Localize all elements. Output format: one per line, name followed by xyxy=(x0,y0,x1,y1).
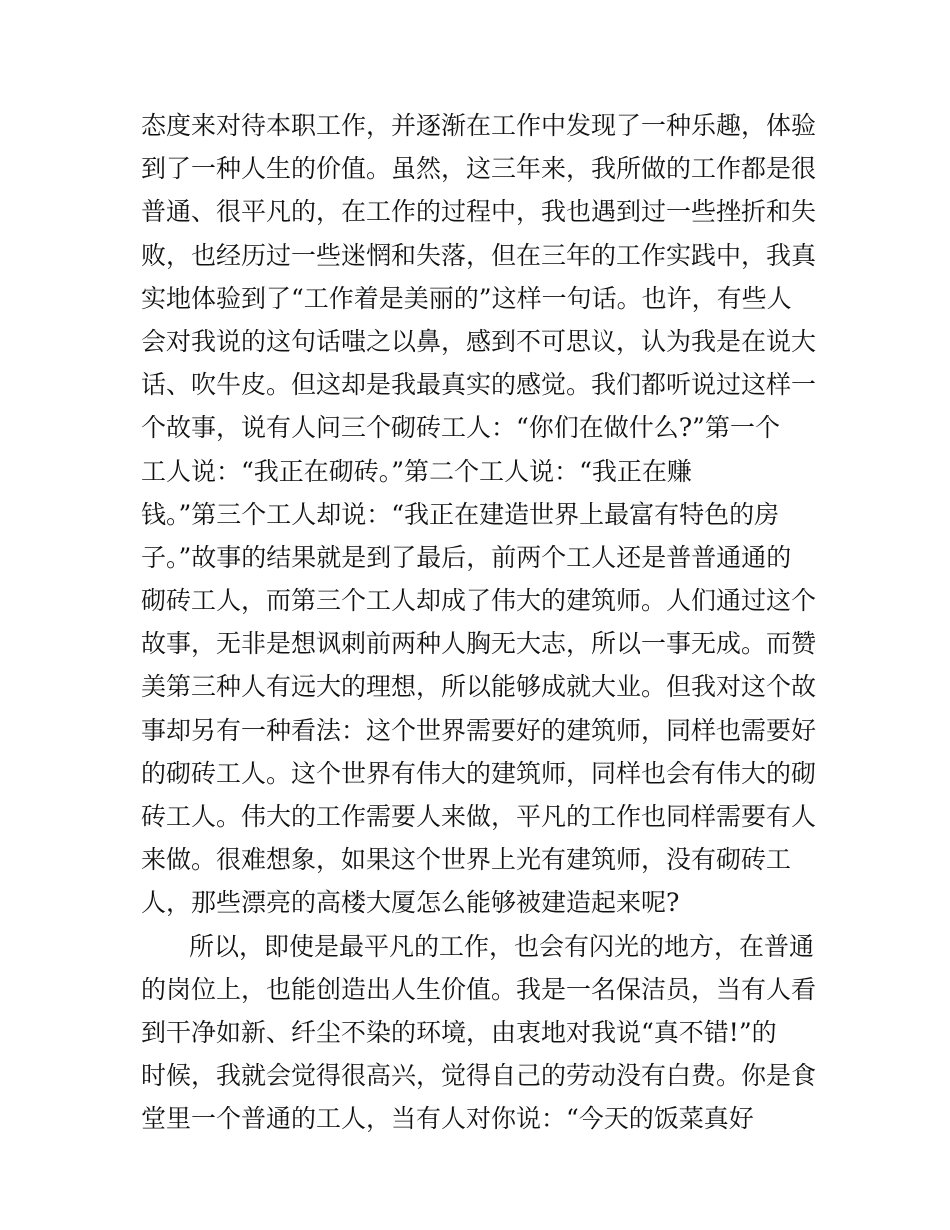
text-line: 故事，无非是想讽刺前两种人胸无大志，所以一事无成。而赞 xyxy=(141,629,817,659)
text-line: 子。”故事的结果就是到了最后，前两个工人还是普普通通的 xyxy=(141,542,792,572)
paragraph xyxy=(141,104,821,925)
text-line: 堂里一个普通的工人，当有人对你说：“今天的饭菜真好 xyxy=(141,1104,754,1134)
text-line: 到干净如新、纤尘不染的环境，由衷地对我说“真不错!”的 xyxy=(141,1017,777,1047)
text-line: 个故事，说有人问三个砌砖工人：“你们在做什么?”第一个 xyxy=(141,413,780,443)
text-line: 话、吹牛皮。但这却是我最真实的感觉。我们都听说过这样一 xyxy=(141,370,817,400)
text-line: 钱。”第三个工人却说：“我正在建造世界上最富有特色的房 xyxy=(141,499,780,529)
text-line: 的砌砖工人。这个世界有伟大的建筑师，同样也会有伟大的砌 xyxy=(141,758,817,788)
paragraph xyxy=(141,925,821,1141)
text-line: 来做。很难想象，如果这个世界上光有建筑师，没有砌砖工 xyxy=(141,845,792,875)
text-line: 的岗位上，也能创造出人生价值。我是一名保洁员，当有人看 xyxy=(141,974,817,1004)
text-line: 砌砖工人，而第三个工人却成了伟大的建筑师。人们通过这个 xyxy=(141,586,817,616)
text-line: 砖工人。伟大的工作需要人来做，平凡的工作也同样需要有人 xyxy=(141,802,817,831)
text-line: 工人说：“我正在砌砖。”第二个工人说：“我正在赚 xyxy=(141,456,692,486)
text-line: 败，也经历过一些迷惘和失落，但在三年的工作实践中，我真 xyxy=(141,240,817,270)
body-text xyxy=(141,104,821,1141)
text-line: 会对我说的这句话嗤之以鼻，感到不可思议，认为我是在说大 xyxy=(141,326,817,356)
text-line: 事却另有一种看法：这个世界需要好的建筑师，同样也需要好 xyxy=(141,715,817,745)
text-line: 态度来对待本职工作，并逐渐在工作中发现了一种乐趣，体验 xyxy=(141,111,817,140)
text-line: 人，那些漂亮的高楼大厦怎么能够被建造起来呢? xyxy=(141,888,680,918)
text-line: 美第三种人有远大的理想，所以能够成就大业。但我对这个故 xyxy=(141,672,817,702)
text-line: 到了一种人生的价值。虽然，这三年来，我所做的工作都是很 xyxy=(141,154,817,184)
text-line: 实地体验到了“工作着是美丽的”这样一句话。也许，有些人 xyxy=(141,283,792,313)
text-line: 时候，我就会觉得很高兴，觉得自己的劳动没有白费。你是食 xyxy=(141,1061,817,1091)
text-line: 所以，即使是最平凡的工作，也会有闪光的地方，在普通 xyxy=(189,931,815,961)
text-line: 普通、很平凡的，在工作的过程中，我也遇到过一些挫折和失 xyxy=(141,197,817,227)
